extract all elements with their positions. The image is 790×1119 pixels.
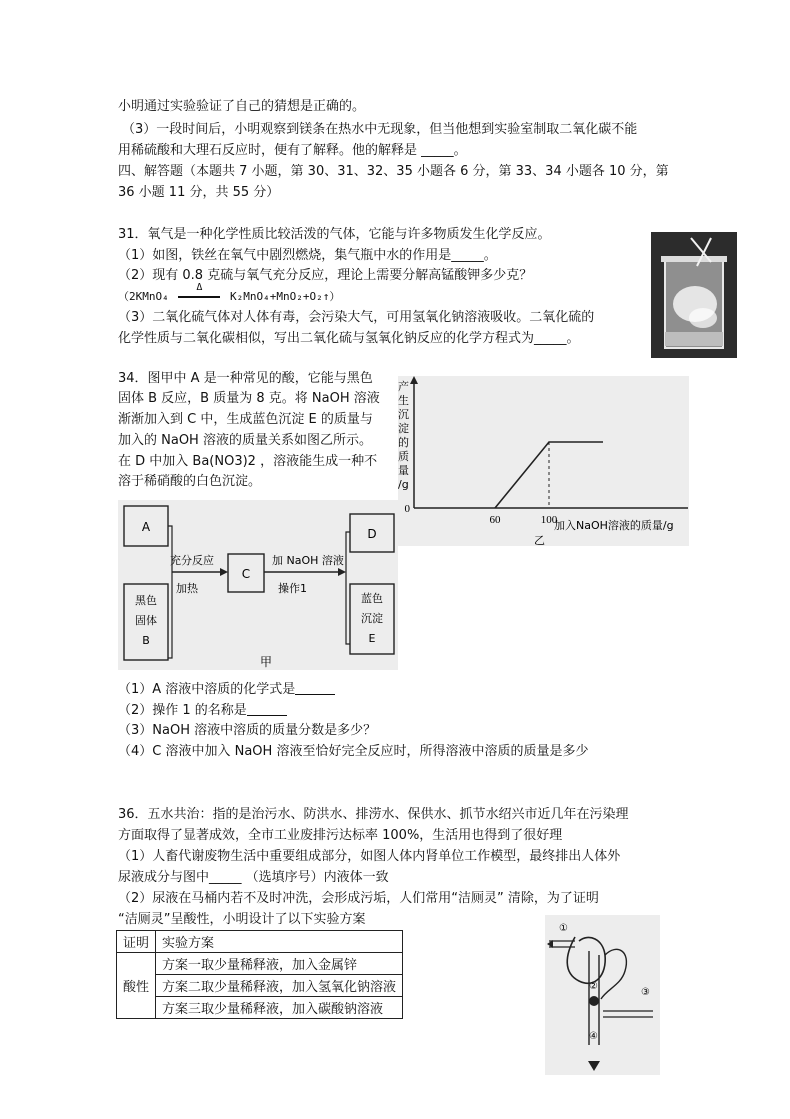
q34-sub1 [118, 680, 335, 700]
q31-part3b: 化学性质与二氧化碳相似，写出二氧化硫与氢氧化钠反应的化学方程式为_____。 [118, 331, 580, 346]
arrow-1-top-label: 充分反应 [170, 554, 214, 567]
q36-part2a: （2）尿液在马桶内若不及时冲洗，会形成污垢，人们常用“洁厕灵” 清除，为了证明 [118, 891, 599, 906]
answer-blank [247, 703, 287, 716]
intro-line-2: （3）一段时间后，小明观察到镁条在热水中无现象，但当他想到实验室制取二氧化碳不能 [122, 122, 638, 137]
y-axis-arrow [410, 376, 418, 384]
heating-arrow [175, 282, 223, 307]
table-cell: 方案三取少量稀释液，加入碳酸钠溶液 [156, 997, 403, 1019]
chart-y-label [398, 379, 409, 491]
gas-jar-illustration [651, 232, 737, 358]
section-heading-cont: 36 小题 11 分，共 55 分） [118, 185, 280, 200]
box-e-line-2: 沉淀 [361, 612, 383, 625]
box-e-line-3: E [368, 632, 376, 645]
table-group-cell: 酸性 [117, 953, 156, 1019]
q34-sub3: （3）NaOH 溶液中溶质的质量分数是多少？ [118, 723, 377, 738]
arrow-2-top-label: 加 NaOH 溶液 [272, 554, 344, 567]
q34-stem-2: 固体 B 反应，B 质量为 8 克。将 NaOH 溶液 [118, 391, 380, 406]
box-b-line-1: 黑色 [135, 594, 157, 607]
chart-y-label-char: 的 [398, 436, 409, 449]
chart-x-label: 加入NaOH溶液的质量/g [554, 519, 674, 532]
experiment-plan-table [116, 930, 403, 1019]
chart-origin-label: 0 [404, 503, 410, 515]
chart-y-label-char: 量 [398, 464, 409, 477]
table-cell: 方案一取少量稀释液，加入金属锌 [156, 953, 403, 975]
chart-y-label-char: 生 [398, 394, 409, 407]
label-3: ③ [641, 987, 650, 998]
box-e-line-1: 蓝色 [361, 592, 383, 605]
q34-stem-1: 34．图甲中 A 是一种常见的酸，它能与黑色 [118, 371, 373, 386]
box-b-line-3: B [142, 634, 150, 647]
arrow-1-head [220, 568, 228, 576]
q36-part2b: “洁厕灵”呈酸性，小明设计了以下实验方案 [118, 912, 366, 927]
chart-y-label-char: /g [398, 478, 409, 491]
chart-y-label-char: 淀 [398, 422, 409, 435]
section-heading: 四、解答题（本题共 7 小题，第 30、31、32、35 小题各 6 分，第 33、34 小题各 10 分，第 [118, 164, 669, 179]
q36-part1a: （1）人畜代谢废物生活中重要组成部分，如图人体内肾单位工作模型，最终排出人体外 [118, 849, 621, 864]
q34-stem-6: 溶于稀硝酸的白色沉淀。 [118, 474, 262, 489]
q36-part1b: 尿液成分与图中_____ （选填序号）内液体一致 [118, 870, 389, 885]
chart-x-tick-label: 60 [489, 514, 501, 526]
q31-part1: （1）如图，铁丝在氧气中剧烈燃烧，集气瓶中水的作用是_____。 [118, 248, 497, 263]
arrow-1-bottom-label: 加热 [176, 582, 198, 595]
box-a-label: A [141, 520, 151, 534]
equation-products: K₂MnO₄+MnO₂+O₂↑） [230, 290, 341, 303]
q34-stem-4: 加入的 NaOH 溶液的质量关系如图乙所示。 [118, 433, 372, 448]
precipitate-mass-chart [398, 376, 689, 546]
iron-combustion-photo [651, 232, 737, 358]
equation-reactant: （2KMnO₄ [118, 290, 169, 303]
q36-stem-2: 方面取得了显著成效，全市工业废排污达标率 100%，生活用也得到了很好理 [118, 828, 563, 843]
answer-blank [295, 682, 335, 695]
chart-caption: 乙 [534, 534, 545, 546]
table-header-row [117, 931, 403, 953]
intro-line-3: 用稀硫酸和大理石反应时，便有了解释。他的解释是 _____。 [118, 143, 467, 158]
table-row [117, 953, 403, 975]
box-b-line-2: 固体 [135, 614, 157, 627]
q34-sub1-text: （1）A 溶液中溶质的化学式是 [118, 682, 296, 697]
q34-sub4: （4）C 溶液中加入 NaOH 溶液至恰好完全反应时，所得溶液中溶质的质量是多少 [118, 744, 589, 759]
q36-stem-1: 36．五水共治：指的是治污水、防洪水、排涝水、保供水、抓节水绍兴市近几年在污染理 [118, 807, 629, 822]
chart-x-ticks [490, 514, 558, 526]
table-header-cell: 证明 [117, 931, 156, 953]
chart-y-label-char: 沉 [398, 408, 409, 421]
table-row [117, 997, 403, 1019]
diagram-caption: 甲 [259, 655, 273, 669]
q34-stem-3: 渐渐加入到 C 中，生成蓝色沉淀 E 的质量与 [118, 412, 373, 427]
table-cell: 方案二取少量稀释液，加入氢氧化钠溶液 [156, 975, 403, 997]
q34-stem-5: 在 D 中加入 Ba(NO3)2 ，溶液能生成一种不 [118, 454, 378, 469]
table-row [117, 975, 403, 997]
delta-symbol: Δ [196, 282, 203, 293]
q31-stem: 31．氧气是一种化学性质比较活泼的气体，它能与许多物质发生化学反应。 [118, 227, 551, 242]
flow-diagram [118, 500, 398, 670]
chart-yi-panel [398, 376, 689, 546]
table-header-cell: 实验方案 [156, 931, 403, 953]
q31-equation [118, 282, 341, 307]
intro-line-1: 小明通过实验验证了自己的猜想是正确的。 [118, 99, 366, 114]
q31-part2: （2）现有 0.8 克硫与氧气充分反应，理论上需要分解高锰酸钾多少克？ [118, 268, 533, 283]
nephron-diagram [545, 915, 660, 1075]
arrow-2-bottom-label: 操作1 [278, 582, 307, 595]
q31-part3a: （3）二氧化硫气体对人体有毒，会污染大气，可用氢氧化钠溶液吸收。二氧化硫的 [118, 310, 595, 325]
chart-x-tick-label: 100 [540, 514, 558, 526]
box-c-label: C [241, 567, 251, 581]
chart-y-label-char: 产 [398, 380, 409, 393]
q34-sub2-text: （2）操作 1 的名称是 [118, 703, 247, 718]
arrow-2-head [338, 568, 346, 576]
q34-sub2 [118, 701, 287, 721]
label-1: ① [559, 923, 568, 934]
label-4: ④ [589, 1031, 598, 1042]
box-d-label: D [367, 527, 377, 541]
label-2: ② [589, 981, 598, 992]
nephron-model-figure [545, 915, 660, 1075]
diagram-jia [118, 500, 398, 670]
chart-y-label-char: 质 [398, 450, 409, 463]
